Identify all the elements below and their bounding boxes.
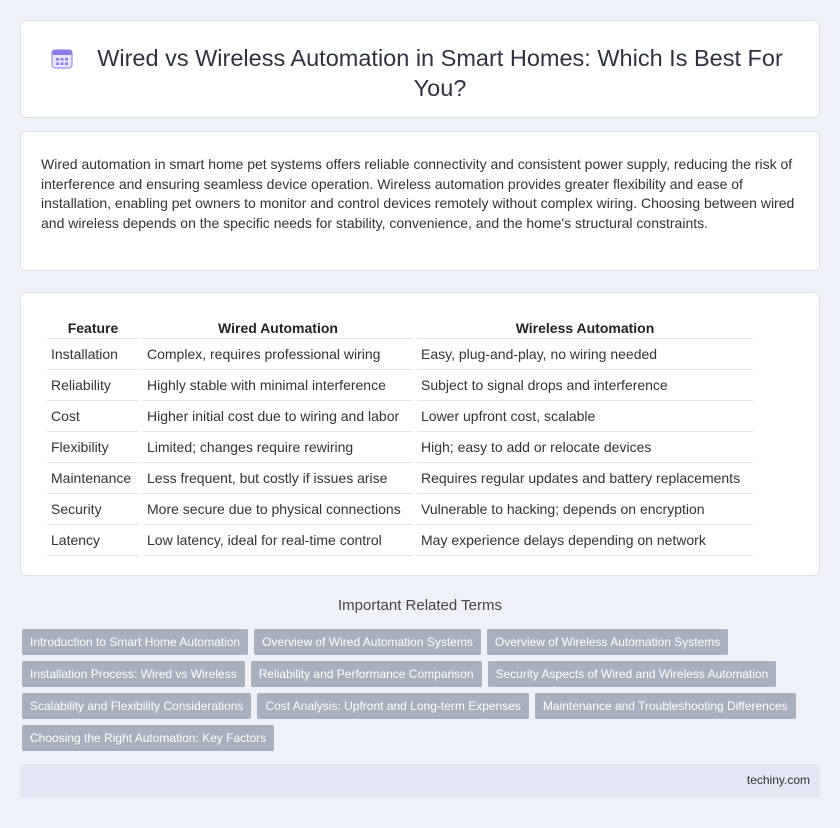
wireless-cell: Subject to signal drops and interference <box>417 370 753 401</box>
wired-cell: Complex, requires professional wiring <box>143 339 413 370</box>
related-term-tag[interactable]: Scalability and Flexibility Considerations <box>22 693 251 719</box>
related-term-tag[interactable]: Security Aspects of Wired and Wireless Automation <box>488 661 777 687</box>
related-terms-title: Important Related Terms <box>338 597 502 614</box>
wired-cell: Low latency, ideal for real-time control <box>143 525 413 556</box>
related-term-tag[interactable]: Introduction to Smart Home Automation <box>22 629 248 655</box>
table-row <box>47 525 753 556</box>
footer <box>20 764 820 798</box>
wired-cell: More secure due to physical connections <box>143 494 413 525</box>
table-row <box>47 339 753 370</box>
wireless-cell: High; easy to add or relocate devices <box>417 432 753 463</box>
wireless-cell: Lower upfront cost, scalable <box>417 401 753 432</box>
table-row <box>47 494 753 525</box>
comparison-table <box>43 313 757 556</box>
wired-cell: Highly stable with minimal interference <box>143 370 413 401</box>
title-card <box>20 20 820 118</box>
footer-site-link[interactable]: techiny.com <box>746 773 810 787</box>
wired-cell: Less frequent, but costly if issues arise <box>143 463 413 494</box>
comparison-card <box>20 292 820 576</box>
table-header-row <box>47 313 753 339</box>
column-header: Wireless Automation <box>417 313 753 339</box>
related-term-tag[interactable]: Installation Process: Wired vs Wireless <box>22 661 245 687</box>
wired-cell: Higher initial cost due to wiring and labor <box>143 401 413 432</box>
feature-cell: Installation <box>47 339 139 370</box>
related-term-tag[interactable]: Overview of Wired Automation Systems <box>254 629 481 655</box>
intro-paragraph: Wired automation in smart home pet systems offers reliable connectivity and consistent power supply, reducing the risk of interference and ensuring seamless device operation. Wireless automation provides greater flexibility and ease of installation, enabling pet owners to monitor and control devices remotely without complex wiring. Choosing between wired and wireless depends on the specific needs for stability, convenience, and the home's structural constraints. <box>41 156 795 231</box>
related-term-tag[interactable]: Maintenance and Troubleshooting Differences <box>535 693 796 719</box>
feature-cell: Cost <box>47 401 139 432</box>
table-row <box>47 401 753 432</box>
wireless-cell: Easy, plug-and-play, no wiring needed <box>417 339 753 370</box>
intro-card <box>20 131 820 271</box>
feature-cell: Reliability <box>47 370 139 401</box>
feature-cell: Latency <box>47 525 139 556</box>
related-term-tag[interactable]: Reliability and Performance Comparison <box>251 661 482 687</box>
feature-cell: Security <box>47 494 139 525</box>
table-row <box>47 463 753 494</box>
feature-cell: Flexibility <box>47 432 139 463</box>
wired-cell: Limited; changes require rewiring <box>143 432 413 463</box>
feature-cell: Maintenance <box>47 463 139 494</box>
related-term-tag[interactable]: Overview of Wireless Automation Systems <box>487 629 728 655</box>
wireless-cell: Requires regular updates and battery replacements <box>417 463 753 494</box>
wireless-cell: May experience delays depending on network <box>417 525 753 556</box>
table-row <box>47 432 753 463</box>
related-term-tag[interactable]: Cost Analysis: Upfront and Long-term Expenses <box>257 693 528 719</box>
column-header: Feature <box>47 313 139 339</box>
column-header: Wired Automation <box>143 313 413 339</box>
related-term-tag[interactable]: Choosing the Right Automation: Key Factors <box>22 725 274 751</box>
table-row <box>47 370 753 401</box>
related-terms-list <box>22 629 812 751</box>
page-title: Wired vs Wireless Automation in Smart Homes: Which Is Best For You? <box>97 45 783 101</box>
wireless-cell: Vulnerable to hacking; depends on encryption <box>417 494 753 525</box>
